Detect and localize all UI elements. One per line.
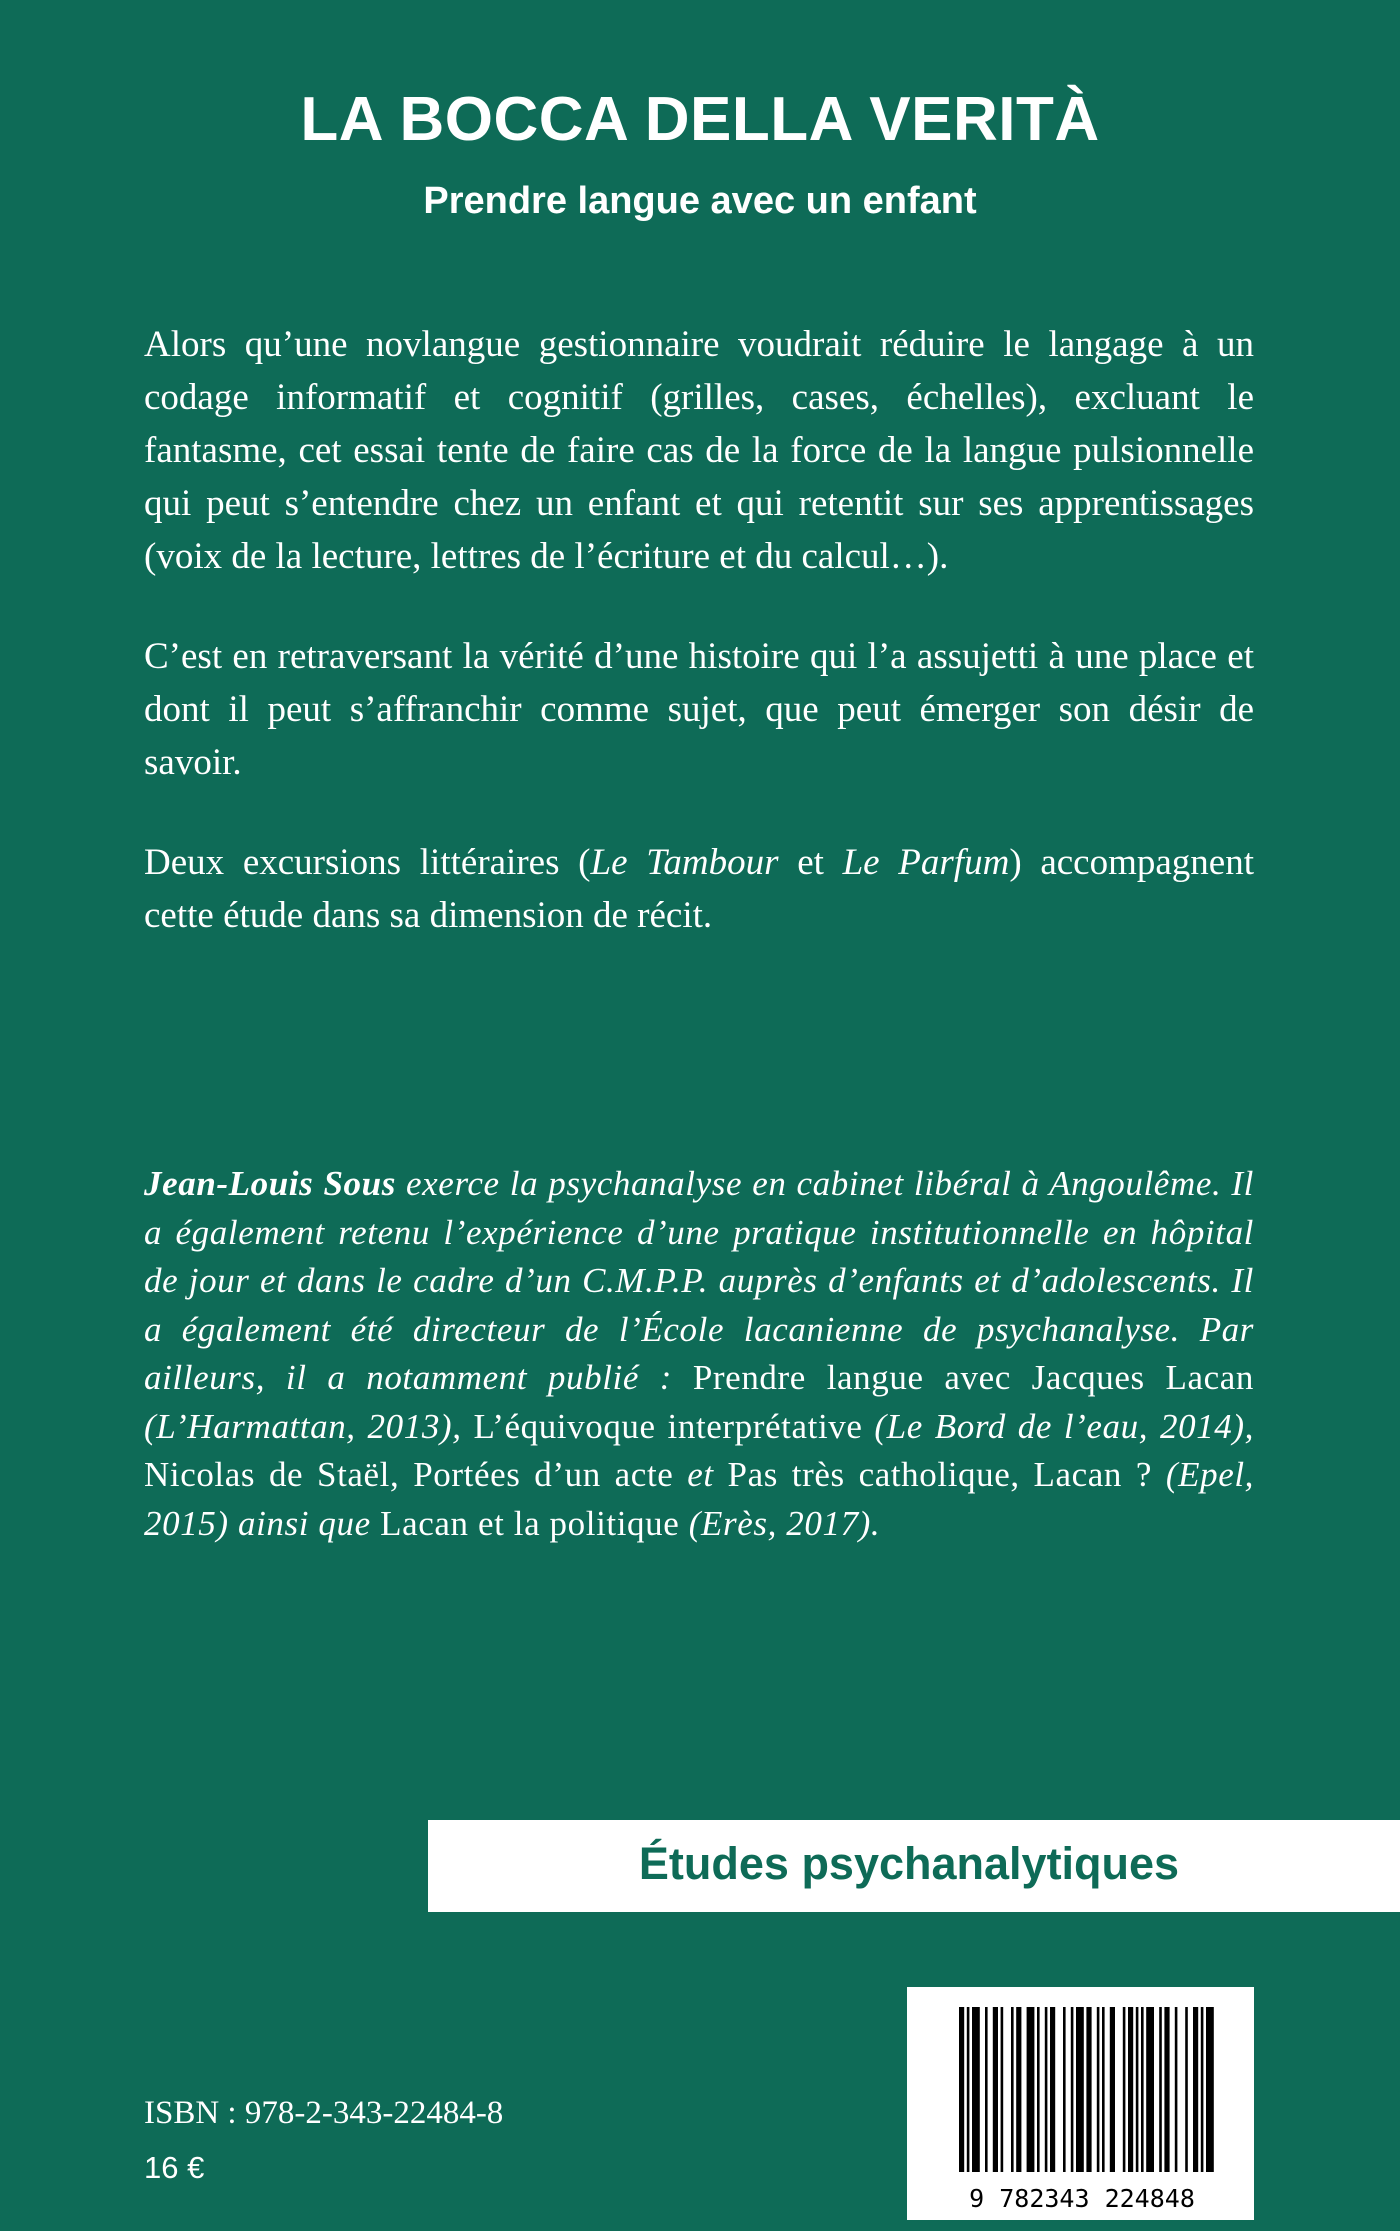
author-bio xyxy=(144,1160,1254,1548)
barcode-bar xyxy=(967,2007,970,2172)
bio-text: (L’Harmattan, 2013), xyxy=(144,1406,474,1446)
publication-title: Prendre langue avec Jacques Lacan xyxy=(692,1358,1254,1397)
barcode-bar xyxy=(1201,2007,1204,2172)
publication-title: Nicolas de Staël, Portées d’un acte xyxy=(144,1455,674,1494)
isbn: ISBN : 978-2-343-22484-8 xyxy=(144,2095,504,2131)
blurb-paragraph-2: C’est en retraversant la vérité d’une histoire qui l’a assujetti à une place et dont il peut s’affranchir comme sujet, que peut émerger son désir de savoir. xyxy=(144,636,1254,783)
publication-title: Lacan et la politique xyxy=(380,1503,680,1543)
price: 16 € xyxy=(144,2150,205,2185)
book-title: LA BOCCA DELLA VERITÀ xyxy=(300,85,1100,154)
author-name: Jean-Louis Sous xyxy=(144,1164,396,1203)
blurb-text: et xyxy=(778,842,843,883)
barcode-bar xyxy=(1076,2007,1084,2172)
barcode-bar xyxy=(985,2007,988,2172)
book-reference: Le Parfum xyxy=(842,842,1010,883)
bio-text: et xyxy=(673,1455,728,1494)
publication-title: Pas très catholique, Lacan ? xyxy=(727,1455,1153,1494)
barcode-icon xyxy=(907,1987,1254,2220)
barcode-bar xyxy=(1185,2007,1188,2172)
barcode-bar xyxy=(1146,2007,1154,2172)
barcode-bar xyxy=(1110,2007,1115,2172)
bio-text: (Le Bord de l’eau, 2014), xyxy=(862,1406,1255,1446)
barcode-bar xyxy=(1063,2007,1066,2172)
barcode-bar xyxy=(1097,2007,1100,2172)
blurb xyxy=(144,318,1254,989)
blurb-paragraph-3 xyxy=(144,836,1254,942)
barcode-bar xyxy=(1136,2007,1139,2172)
series-name: Études psychanalytiques xyxy=(638,1838,1180,1889)
barcode-bar xyxy=(1175,2007,1178,2172)
barcode-bar xyxy=(1123,2007,1126,2172)
barcode-bar xyxy=(1141,2007,1144,2172)
book-reference: Le Tambour xyxy=(590,842,779,883)
series-band xyxy=(428,1820,1400,1912)
barcode-bar xyxy=(959,2007,964,2172)
publication-title: L’équivoque interprétative xyxy=(473,1406,863,1446)
barcode-bar xyxy=(1159,2007,1162,2172)
barcode-bar xyxy=(1001,2007,1004,2172)
blurb-text: ) accompagnent cette étude dans sa dimension de récit. xyxy=(144,842,1255,936)
barcode-bar xyxy=(1016,2007,1021,2172)
barcode-bar xyxy=(1164,2007,1169,2172)
barcode-bar xyxy=(1037,2007,1040,2172)
bio-text: (Epel, 2015) ainsi que xyxy=(144,1455,1254,1543)
barcode-bar xyxy=(1086,2007,1091,2172)
barcode-bar xyxy=(1128,2007,1133,2172)
barcode-bar xyxy=(1102,2007,1105,2172)
barcode-bar xyxy=(993,2007,998,2172)
blurb-paragraph-1: Alors qu’une novlangue gestionnaire voudrait réduire le langage à un codage informatif et cognitif (grilles, cases, échelles), excluant le fantasme, cet essai tente de faire cas de la force de la langue pulsionnelle qui peut s’entendre chez un enfant et qui retentit sur ses apprentissages (voix de la lecture, lettres de l’écriture et du calcul…). xyxy=(144,324,1254,577)
barcode-bar xyxy=(1206,2007,1214,2172)
barcode-digits: 9 782343 224848 xyxy=(969,2184,1195,2213)
barcode-bar xyxy=(1045,2007,1048,2172)
book-subtitle: Prendre langue avec un enfant xyxy=(423,180,977,222)
bio-text: (Erès, 2017). xyxy=(679,1503,881,1543)
barcode-bar xyxy=(1193,2007,1198,2172)
bio-text: exerce la psychanalyse en cabinet libéral à Angoulême. Il a également retenu l’expérience d’une pratique institutionnelle en hôpital de jour et dans le cadre d’un C.M.P.P. auprès d’enfants et d’adolescents. Il a également été directeur de l’École lacanienne de psychanalyse. Par ailleurs, il a notamment publié : xyxy=(144,1164,1254,1397)
barcode-bar xyxy=(1071,2007,1074,2172)
blurb-text: Deux excursions littéraires ( xyxy=(144,842,591,883)
barcode xyxy=(907,1987,1254,2220)
barcode-bar xyxy=(972,2007,980,2172)
barcode-bar xyxy=(1050,2007,1055,2172)
barcode-bar xyxy=(1011,2007,1014,2172)
barcode-bar xyxy=(1027,2007,1035,2172)
